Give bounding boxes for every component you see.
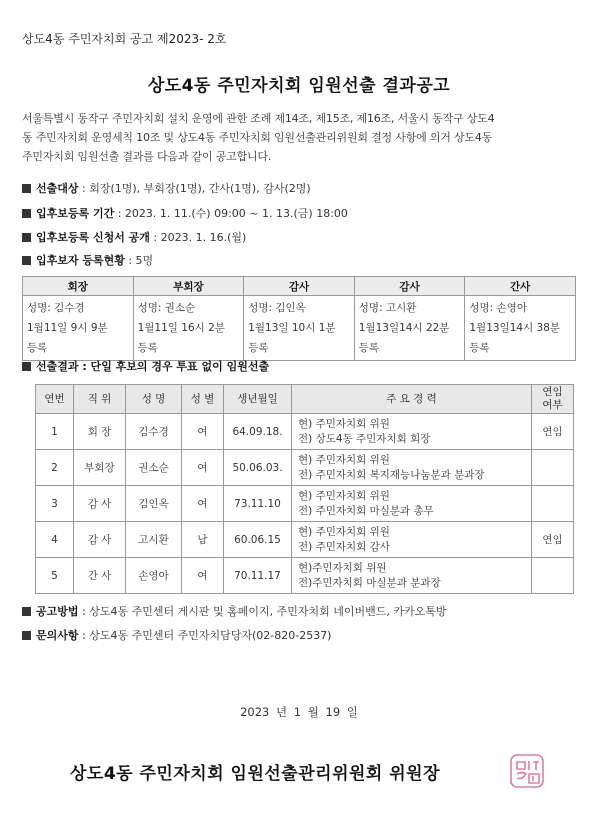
reelect-header-line: 연임: [542, 386, 563, 398]
career-current: 현) 주민자치회 위원: [298, 417, 390, 430]
row-birthdate: 60.06.15: [224, 522, 292, 558]
row-reelect: [532, 558, 574, 594]
candidate-registration-table: [22, 276, 576, 361]
election-result-table: [35, 384, 574, 594]
row-gender: 남: [182, 522, 224, 558]
disclosure-value: : 2023. 1. 16.(월): [149, 231, 247, 244]
column-header: 주 요 경 력: [292, 385, 532, 414]
career-current: 현) 주민자치회 위원: [298, 489, 390, 502]
row-reelect: [532, 486, 574, 522]
table-cell: [354, 296, 465, 361]
candidate-name: 성명: 손영아: [469, 302, 527, 314]
disclosure-item: [22, 229, 246, 245]
column-header: 회장: [23, 277, 134, 296]
candidate-name: 성명: 고시환: [358, 302, 417, 314]
registration-status-value: : 5명: [124, 254, 154, 267]
row-name: 고시환: [126, 522, 182, 558]
registration-suffix: 등록: [248, 342, 269, 354]
table-header-row: [23, 277, 576, 296]
signer-title: 상도4동 주민자치회 임원선출관리위원회 위원장: [70, 764, 441, 784]
career-current: 현) 주민자치회 위원: [298, 525, 390, 538]
row-reelect: 연임: [532, 522, 574, 558]
column-header: 부회장: [133, 277, 244, 296]
registration-time: 1월13일 10시 1분: [248, 322, 336, 334]
row-position: 부회장: [74, 450, 126, 486]
row-birthdate: 73.11.10: [224, 486, 292, 522]
column-header: 생년월일: [224, 385, 292, 414]
row-number: 3: [36, 486, 74, 522]
column-header: 감사: [354, 277, 465, 296]
row-career: [292, 522, 532, 558]
row-name: 김수경: [126, 414, 182, 450]
registration-period-label: 입후보등록 기간: [36, 207, 115, 220]
table-row: [36, 414, 574, 450]
registration-suffix: 등록: [137, 342, 158, 354]
registration-time: 1월11일 16시 2분: [137, 322, 225, 334]
election-result-label: 선출결과 : 단일 후보의 경우 투표 없이 임원선출: [36, 360, 270, 373]
document-title: 상도4동 주민자치회 임원선출 결과공고: [147, 76, 451, 96]
career-current: 현)주민자치회 위원: [298, 561, 387, 574]
column-header: 직 위: [74, 385, 126, 414]
table-cell: [133, 296, 244, 361]
table-row: [36, 486, 574, 522]
square-bullet-icon: [22, 209, 31, 218]
square-bullet-icon: [22, 607, 31, 616]
registration-status-item: [22, 252, 153, 268]
row-birthdate: 50.06.03.: [224, 450, 292, 486]
column-header: 감사: [244, 277, 355, 296]
table-row: [36, 450, 574, 486]
row-number: 5: [36, 558, 74, 594]
row-birthdate: 70.11.17: [224, 558, 292, 594]
row-position: 간 사: [74, 558, 126, 594]
column-header: 성 명: [126, 385, 182, 414]
contact-label: 문의사항: [36, 629, 79, 642]
election-target-label: 선출대상: [36, 182, 79, 195]
row-career: [292, 486, 532, 522]
square-bullet-icon: [22, 184, 31, 193]
registration-time: 1월13일14시 22분: [358, 322, 450, 334]
notice-method-value: : 상도4동 주민센터 게시판 및 홈페이지, 주민자치회 네이버밴드, 카카오톡방: [78, 605, 447, 618]
table-cell: [244, 296, 355, 361]
intro-paragraph: [22, 109, 582, 166]
candidate-name: 성명: 김인옥: [248, 302, 306, 314]
intro-line: 서울특별시 동작구 주민자치회 설치 운영에 관한 조례 제14조, 제15조, 제16조, 서울시 동작구 상도4: [22, 112, 495, 125]
registration-suffix: 등록: [358, 342, 380, 354]
reelect-header-line: 여부: [542, 399, 563, 411]
notice-number: 상도4동 주민자치회 공고 제2023- 2호: [22, 32, 227, 46]
table-row: [36, 558, 574, 594]
election-target-value: : 회장(1명), 부회장(1명), 간사(1명), 감사(2명): [78, 182, 311, 195]
row-birthdate: 64.09.18.: [224, 414, 292, 450]
election-target-item: [22, 180, 311, 196]
disclosure-label: 입후보등록 신청서 공개: [36, 231, 150, 244]
registration-status-label: 입후보자 등록현황: [36, 254, 125, 267]
square-bullet-icon: [22, 256, 31, 265]
row-position: 감 사: [74, 486, 126, 522]
table-row: [23, 296, 576, 361]
registration-suffix: 등록: [27, 342, 48, 354]
contact-value: : 상도4동 주민센터 주민자치담당자(02-820-2537): [78, 629, 332, 642]
registration-period-item: [22, 205, 348, 221]
row-name: 손영아: [126, 558, 182, 594]
contact-item: [22, 627, 331, 643]
notice-method-label: 공고방법: [36, 605, 79, 618]
row-number: 1: [36, 414, 74, 450]
intro-line: 동 주민자치회 운영세칙 10조 및 상도4동 주민자치회 임원선출관리위원회 결정 사항에 의거 상도4동: [22, 131, 493, 144]
career-previous: 전) 상도4동 주민자치회 회장: [298, 432, 431, 445]
row-position: 감 사: [74, 522, 126, 558]
row-gender: 여: [182, 450, 224, 486]
candidate-name: 성명: 김수경: [27, 302, 85, 314]
career-current: 현) 주민자치회 위원: [298, 453, 390, 466]
career-previous: 전) 주민자치회 감사: [298, 540, 390, 553]
candidate-name: 성명: 권소순: [137, 302, 196, 314]
row-career: [292, 414, 532, 450]
row-reelect: 연임: [532, 414, 574, 450]
row-reelect: [532, 450, 574, 486]
table-header-row: [36, 385, 574, 414]
registration-time: 1월11일 9시 9분: [27, 322, 108, 334]
column-header: 연번: [36, 385, 74, 414]
row-name: 권소순: [126, 450, 182, 486]
row-gender: 여: [182, 558, 224, 594]
official-seal-icon: [508, 752, 546, 790]
column-header: 성 별: [182, 385, 224, 414]
table-cell: [23, 296, 134, 361]
row-number: 4: [36, 522, 74, 558]
column-header: 간사: [465, 277, 576, 296]
row-name: 김인옥: [126, 486, 182, 522]
table-row: [36, 522, 574, 558]
table-cell: [465, 296, 576, 361]
row-number: 2: [36, 450, 74, 486]
row-position: 회 장: [74, 414, 126, 450]
column-header: [532, 385, 574, 414]
registration-time: 1월13일14시 38분: [469, 322, 561, 334]
notice-date: 2023 년 1 월 19 일: [240, 705, 358, 719]
intro-line: 주민자치회 임원선출 결과를 다음과 같이 공고합니다.: [22, 150, 272, 163]
row-gender: 여: [182, 486, 224, 522]
career-previous: 전)주민자치회 마실분과 분과장: [298, 576, 441, 589]
election-result-item: [22, 358, 269, 374]
square-bullet-icon: [22, 362, 31, 371]
registration-suffix: 등록: [469, 342, 490, 354]
row-gender: 여: [182, 414, 224, 450]
career-previous: 전) 주민자치회 복지재능나눔분과 분과장: [298, 468, 485, 481]
registration-period-value: : 2023. 1. 11.(수) 09:00 ~ 1. 13.(금) 18:00: [114, 207, 348, 220]
row-career: [292, 558, 532, 594]
notice-method-item: [22, 603, 446, 619]
square-bullet-icon: [22, 631, 31, 640]
square-bullet-icon: [22, 233, 31, 242]
row-career: [292, 450, 532, 486]
career-previous: 전) 주민자치회 마실분과 총무: [298, 504, 434, 517]
